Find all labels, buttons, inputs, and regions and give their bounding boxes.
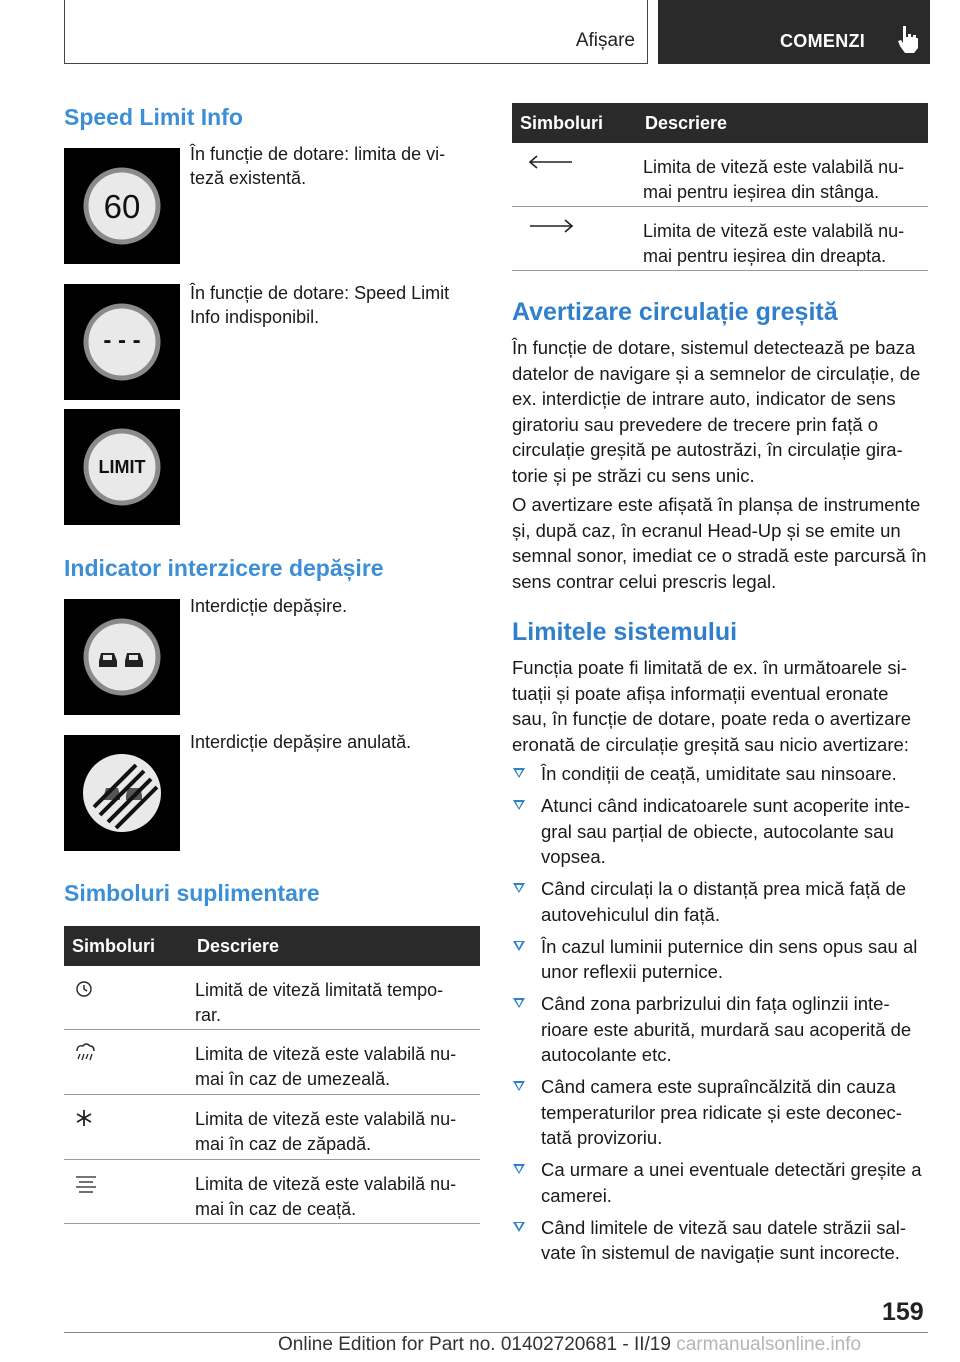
footer-watermark: carmanualsonline.info: [676, 1334, 862, 1355]
section-title-limits: Limitele sistemului: [512, 618, 738, 646]
list-item: Când circulați la o distanță prea mică față de autovehiculul din față.: [512, 876, 928, 927]
table-row: [64, 1095, 480, 1160]
table-header-description: Descriere: [645, 113, 728, 133]
limits-bullet-list: [512, 761, 928, 1272]
header-tab-commands[interactable]: [658, 0, 930, 64]
triangle-bullet-icon: [513, 941, 525, 951]
table-header-description: Descriere: [197, 936, 280, 956]
arrow-right-icon: [522, 217, 582, 241]
clock-icon: [74, 978, 134, 1002]
table-cell-description: Limita de viteză este valabilă nu- mai pentru ieșirea din dreapta.: [643, 221, 905, 266]
list-item: Atunci când indicatoarele sunt acoperite inte-gral sau parțial de obiecte, autocolante sau vopsea.: [512, 793, 928, 870]
table-cell-description: Limita de viteză este valabilă nu- mai în caz de zăpadă.: [195, 1109, 457, 1154]
fog-icon: [74, 1172, 134, 1196]
no-overtaking-sign: [64, 599, 180, 715]
footer-edition-text: Online Edition for Part no. 01402720681 - II/19: [278, 1334, 671, 1355]
list-item: Când limitele de viteză sau datele străzii sal-vate în sistemul de navigație sunt incorecte.: [512, 1215, 928, 1266]
list-item: Când camera este supraîncălzită din cauza temperaturilor prea ridicate și este deconec-tată provizoriu.: [512, 1074, 928, 1151]
triangle-bullet-icon: [513, 800, 525, 810]
table-cell-description: Limita de viteză este valabilă nu- mai pentru ieșirea din stânga.: [643, 157, 905, 202]
table-header: [512, 103, 928, 143]
wrong-way-paragraph-1: În funcție de dotare, sistemul detectează pe baza datelor de navigare și a semnelor de circulație, de ex. interdicție de intrare auto, indicator de sens giratoriu sau prevedere de trecere prin față o circulație greșită pe autostrăzi, în circulație gira-torie și pe străzi cu sens unic.: [512, 337, 921, 486]
table-row: [64, 1160, 480, 1224]
header-tab-display[interactable]: [64, 0, 648, 64]
table-header-symbols: Simboluri: [520, 113, 604, 133]
exit-symbols-table: [512, 103, 928, 271]
triangle-bullet-icon: [513, 1164, 525, 1174]
limits-paragraph: Funcția poate fi limitată de ex. în următoarele si-tuații și poate afișa informații eventual eronate sau, în funcție de dotare, poate reda o avertizare eronată de circulație greșită sau nicio avertizare:: [512, 657, 912, 755]
footer-divider: [64, 1332, 928, 1333]
list-item: Ca urmare a unei eventuale detectări greșite a camerei.: [512, 1157, 928, 1208]
triangle-bullet-icon: [513, 1222, 525, 1232]
table-header: [64, 926, 480, 966]
speed-limit-unavailable-sign: [64, 284, 180, 400]
hand-pointer-icon: [896, 24, 920, 54]
table-row: [512, 207, 928, 271]
section-title-speed-limit: Speed Limit Info: [64, 104, 243, 130]
triangle-bullet-icon: [513, 768, 525, 778]
extra-symbols-table: [64, 926, 480, 1224]
rain-cloud-icon: [74, 1042, 134, 1066]
list-item: În cazul luminii puternice din sens opus sau al unor reflexii puternice.: [512, 934, 928, 985]
section-title-wrong-way: Avertizare circulație greșită: [512, 298, 838, 326]
arrow-left-icon: [522, 153, 582, 177]
section-title-overtaking: Indicator interzicere depășire: [64, 555, 384, 581]
table-cell-description: Limita de viteză este valabilă nu- mai în caz de ceață.: [195, 1174, 457, 1219]
speed-limit-unavailable-text: În funcție de dotare: Speed Limit Info indisponibil.: [190, 283, 450, 327]
table-header-symbols: Simboluri: [72, 936, 156, 956]
end-no-overtaking-text: Interdicție depășire anulată.: [190, 732, 412, 752]
triangle-bullet-icon: [513, 883, 525, 893]
table-row: [512, 143, 928, 207]
svg-text:- - -: - - -: [103, 327, 141, 354]
speed-limit-60-sign: [64, 148, 180, 264]
speed-limit-60-text: În funcție de dotare: limita de vi- teză existentă.: [190, 144, 446, 188]
table-row: [64, 1030, 480, 1095]
wrong-way-paragraph-2: O avertizare este afișată în planșa de instrumente și, după caz, în ecranul Head-Up și se emite un semnal sonor, imediat ce o stradă este parcursă în sens contrar celui prescris legal.: [512, 494, 927, 592]
triangle-bullet-icon: [513, 998, 525, 1008]
header-tab-commands-label: COMENZI: [780, 31, 866, 51]
svg-text:60: 60: [103, 188, 141, 225]
table-cell-description: Limita de viteză este valabilă nu- mai în caz de umezeală.: [195, 1044, 457, 1089]
limit-sign: [64, 409, 180, 525]
svg-text:LIMIT: LIMIT: [98, 457, 146, 477]
table-cell-description: Limită de viteză limitată tempo- rar.: [195, 980, 444, 1025]
table-row: [64, 966, 480, 1030]
no-overtaking-text: Interdicție depășire.: [190, 596, 348, 616]
snowflake-icon: [74, 1107, 134, 1131]
triangle-bullet-icon: [513, 1081, 525, 1091]
section-title-extra-symbols: Simboluri suplimentare: [64, 880, 320, 906]
list-item: În condiții de ceață, umiditate sau ninsoare.: [512, 761, 928, 787]
end-no-overtaking-sign: [64, 735, 180, 851]
page-number: 159: [882, 1298, 924, 1326]
footer-edition: [278, 1334, 861, 1356]
header-tab-display-label: Afișare: [575, 30, 635, 51]
list-item: Când zona parbrizului din fața oglinzii inte-rioare este aburită, murdară sau acoperită de autocolante etc.: [512, 991, 928, 1068]
